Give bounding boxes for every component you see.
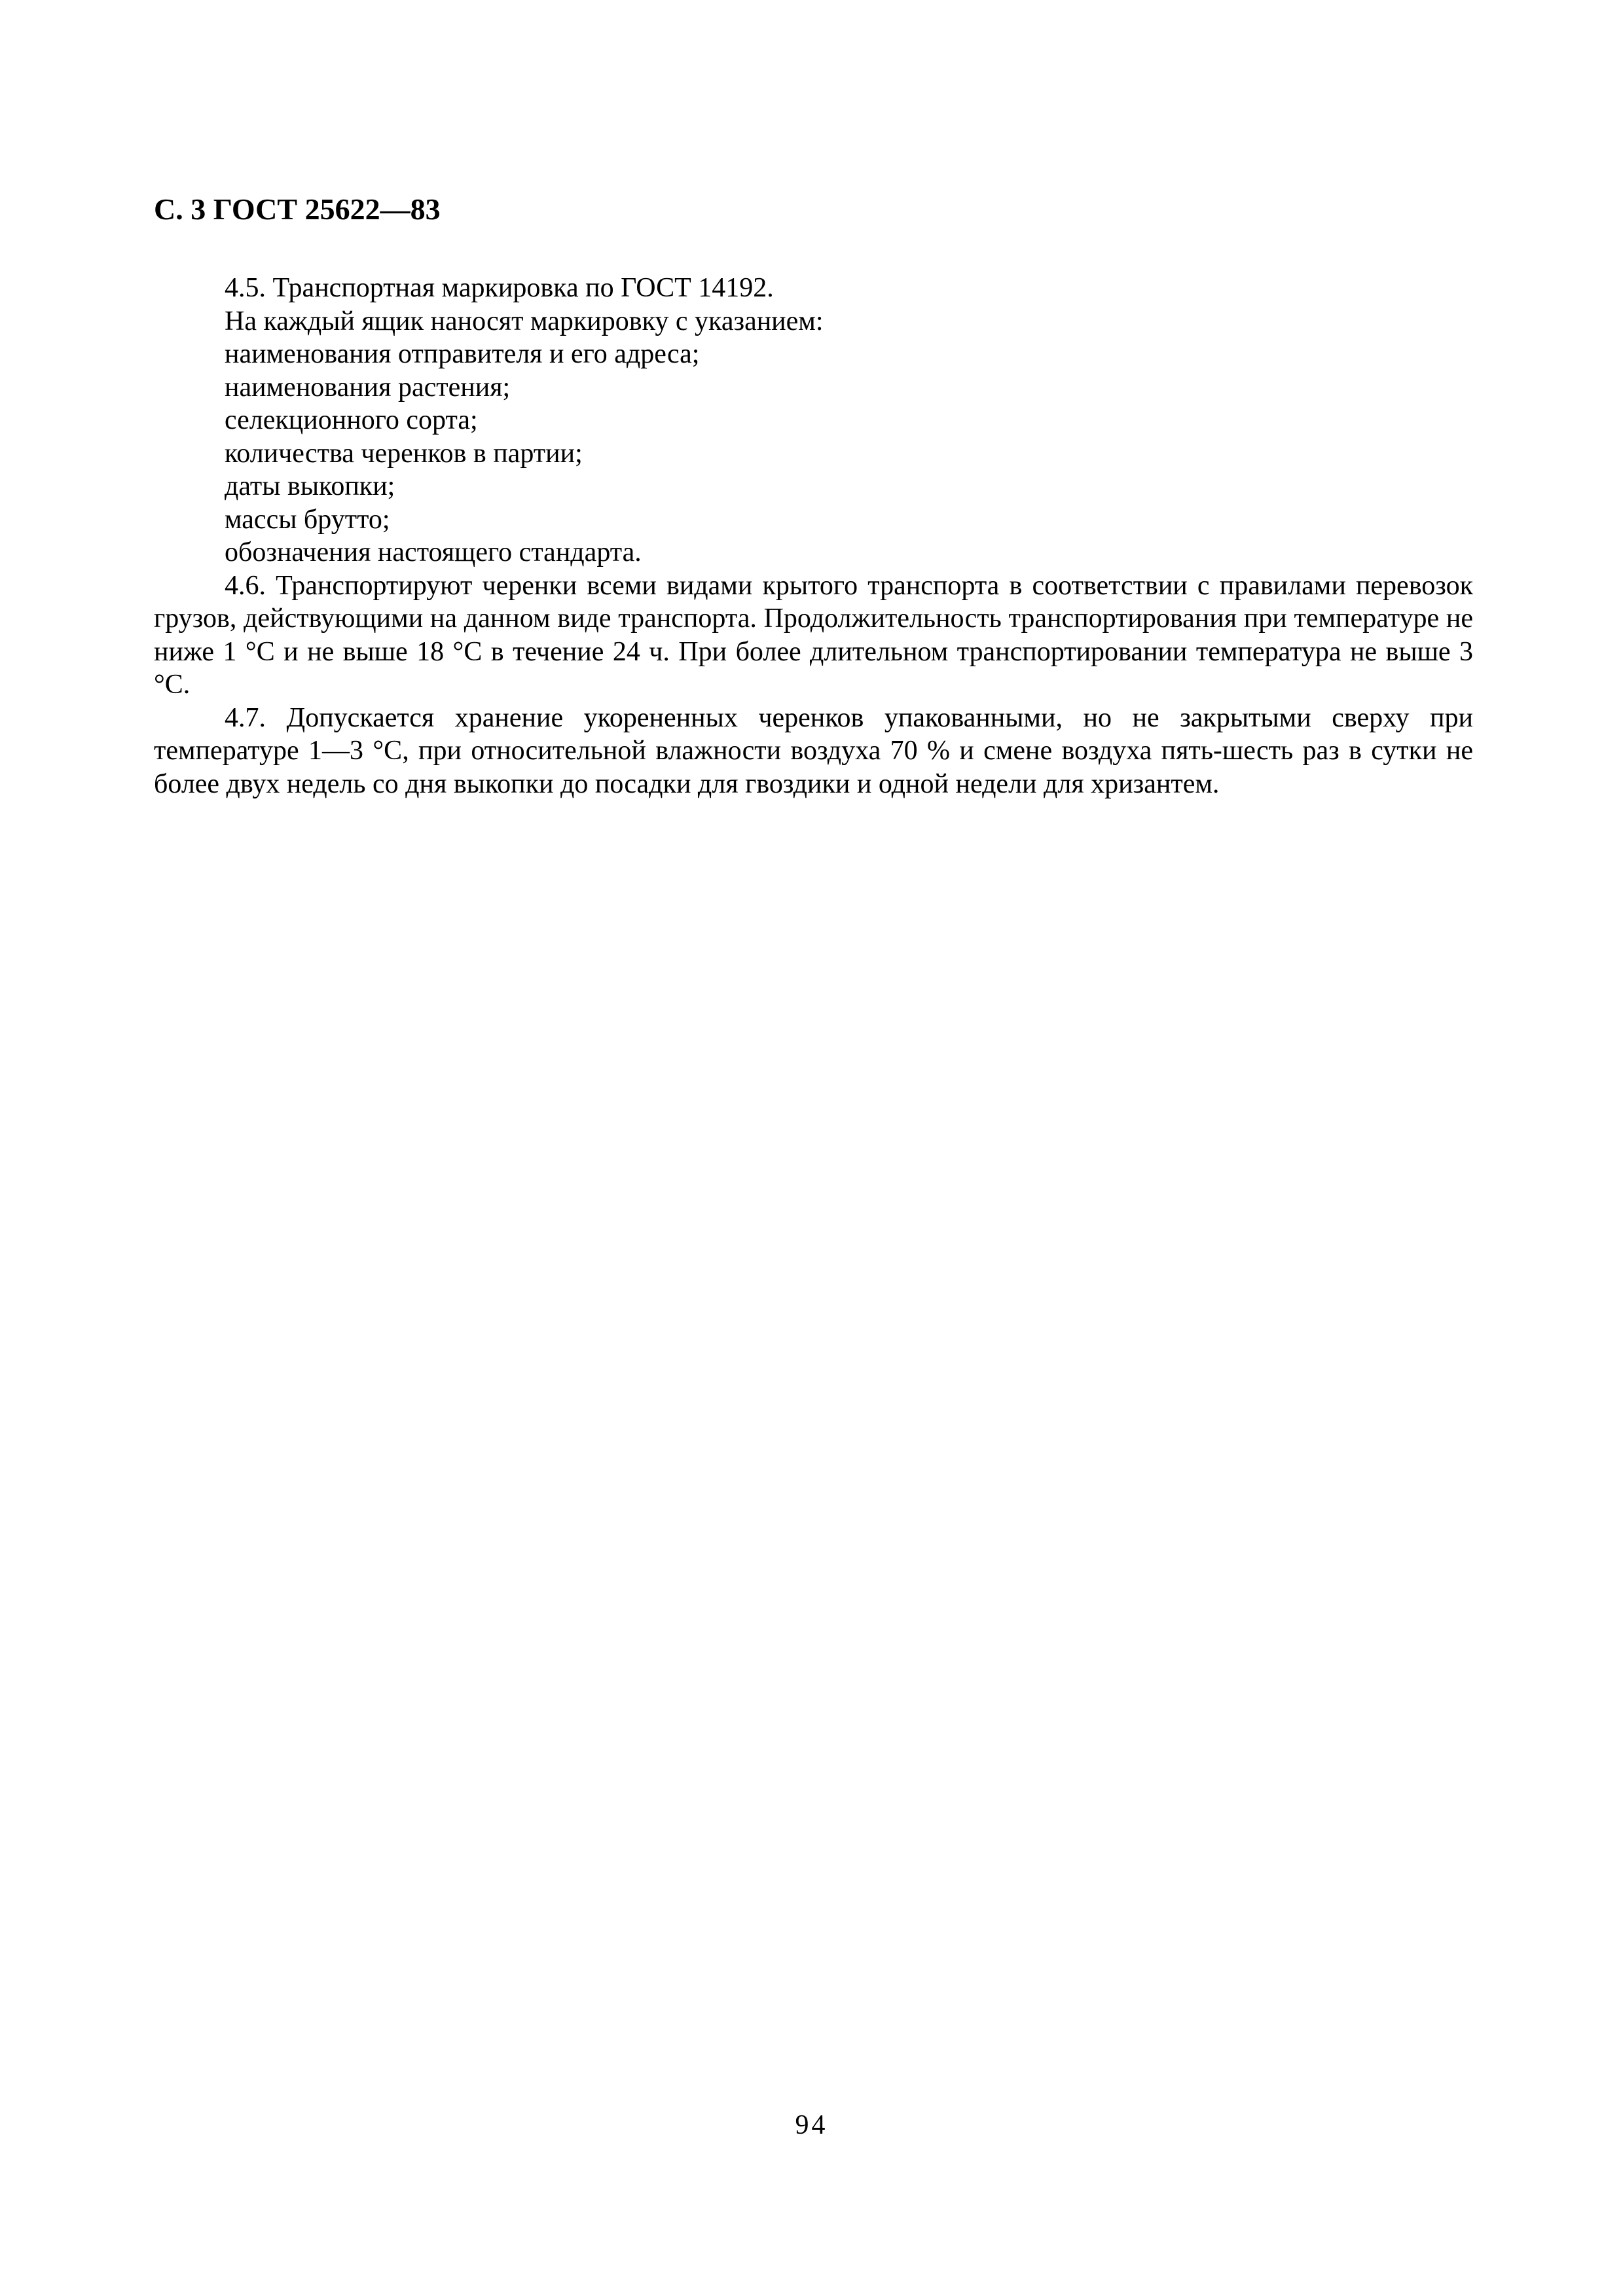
marking-item: наименования отправителя и его адреса; — [225, 339, 700, 369]
marking-item: селекционного сорта; — [225, 405, 478, 435]
section-4-6-paragraph: 4.6. Транспортируют черенки всеми видами крытого транспорта в соответствии с правилами перевозок грузов, действующими на данном виде транспорта. Продолжительность транспортирования при температуре не ниже 1 °С и не выше 18 °С в течение 24 ч. При более длительном транспортировании температура не выше 3 °С. — [154, 570, 1473, 700]
page-number: 94 — [795, 2110, 828, 2140]
section-4-5-title: 4.5. Транспортная маркировка по ГОСТ 14192. — [225, 273, 774, 303]
marking-item: количества черенков в партии; — [225, 438, 583, 469]
running-header: С. 3 ГОСТ 25622—83 — [154, 192, 441, 226]
marking-item: обозначения настоящего стандарта. — [225, 537, 642, 567]
section-4-5-lead: На каждый ящик наносят маркировку с указанием: — [225, 306, 824, 336]
section-4-7-paragraph: 4.7. Допускается хранение укорененных черенков упакованными, но не закрытыми сверху при температуре 1—3 °С, при относительной влажности воздуха 70 % и смене воздуха пять-шесть раз в сутки не более двух недель со дня выкопки до посадки для гвоздики и одной недели для хризантем. — [154, 702, 1473, 799]
marking-item: массы брутто; — [225, 504, 390, 535]
document-body — [154, 272, 1473, 800]
marking-item: даты выкопки; — [225, 471, 395, 501]
marking-item: наименования растения; — [225, 372, 511, 403]
